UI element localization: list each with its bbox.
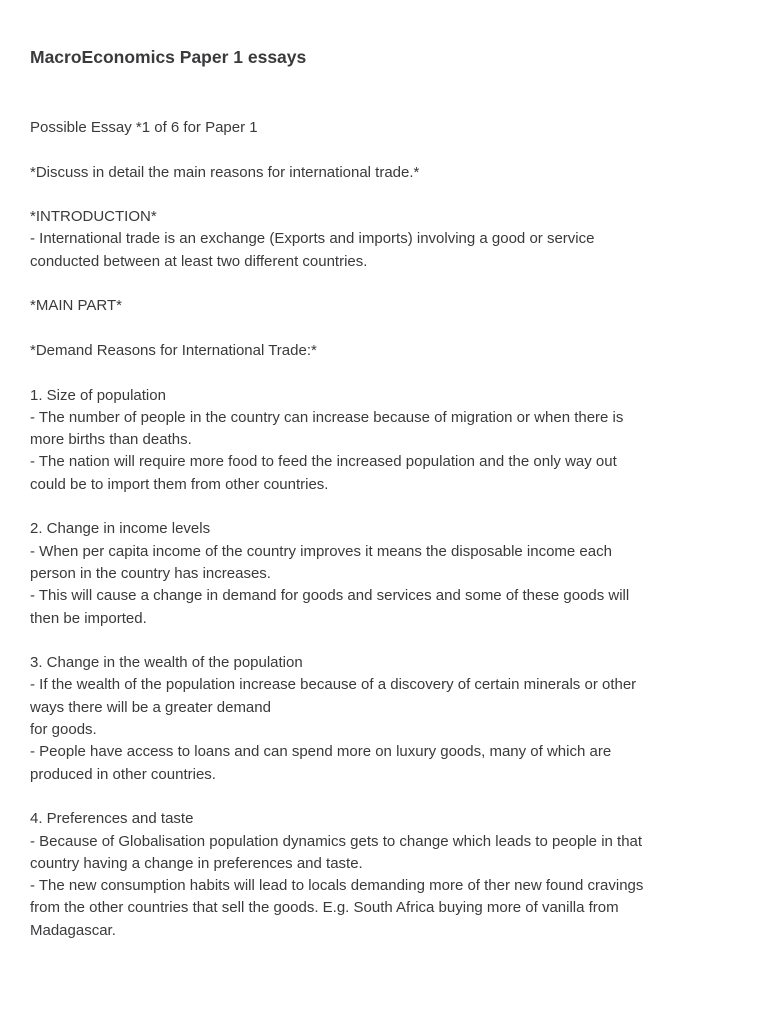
text-line: *Discuss in detail the main reasons for international trade.*	[30, 163, 420, 181]
text-line: - People have access to loans and can spend more on luxury goods, many of which are	[30, 743, 612, 761]
text-line: - The nation will require more food to feed the increased population and the only way out	[30, 453, 617, 471]
text-line: - The new consumption habits will lead to locals demanding more of ther new found cravings	[30, 877, 644, 895]
text-line: ways there will be a greater demand	[30, 698, 271, 716]
blank-line	[30, 786, 745, 808]
text-line: - Because of Globalisation population dynamics gets to change which leads to people in that	[30, 832, 643, 850]
text-line: could be to import them from other countries.	[30, 475, 329, 493]
text-line: person in the country has increases.	[30, 564, 271, 582]
blank-line	[30, 630, 745, 652]
text-line: *Demand Reasons for International Trade:*	[30, 341, 317, 359]
blank-line	[30, 496, 745, 518]
blank-line	[30, 273, 745, 295]
blank-line	[30, 139, 745, 161]
document-title: MacroEconomics Paper 1 essays	[30, 47, 307, 67]
blank-line	[30, 184, 745, 206]
text-line: - This will cause a change in demand for goods and services and some of these goods will	[30, 587, 630, 605]
text-line: more births than deaths.	[30, 431, 192, 449]
text-line: 3. Change in the wealth of the population	[30, 654, 303, 672]
text-line: - International trade is an exchange (Exports and imports) involving a good or service	[30, 230, 595, 248]
text-line: 1. Size of population	[30, 386, 166, 404]
text-line: Possible Essay *1 of 6 for Paper 1	[30, 119, 258, 136]
text-line: *MAIN PART*	[30, 297, 122, 315]
blank-line	[30, 362, 745, 384]
text-line: for goods.	[30, 721, 97, 739]
text-line: - If the wealth of the population increase because of a discovery of certain minerals or other	[30, 676, 637, 694]
text-line: *INTRODUCTION*	[30, 208, 157, 226]
text-line: Madagascar.	[30, 921, 116, 939]
text-line: country having a change in preferences and taste.	[30, 854, 363, 872]
text-line: conducted between at least two different countries.	[30, 252, 368, 270]
text-line: 4. Preferences and taste	[30, 810, 194, 828]
text-line: produced in other countries.	[30, 765, 216, 783]
blank-line	[30, 318, 745, 340]
text-line: from the other countries that sell the goods. E.g. South Africa buying more of vanilla from	[30, 899, 619, 917]
document-body	[30, 117, 745, 942]
text-line: then be imported.	[30, 609, 147, 627]
text-line: 2. Change in income levels	[30, 520, 211, 538]
text-line: - When per capita income of the country improves it means the disposable income each	[30, 542, 612, 560]
text-line: - The number of people in the country can increase because of migration or when there is	[30, 408, 624, 426]
